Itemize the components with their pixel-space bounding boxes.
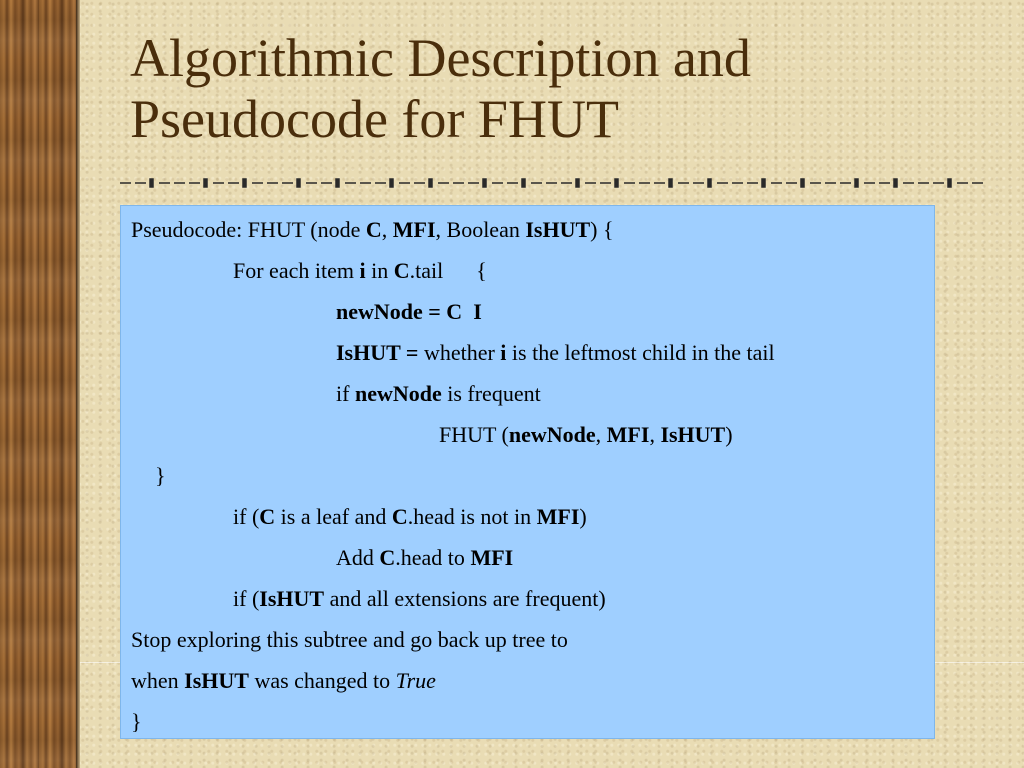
divider-tick [669,179,672,187]
code-line-5: if newNode is frequent [336,381,541,406]
divider-tick [204,179,207,187]
divider-tick [390,179,393,187]
divider-tick [801,179,804,187]
code-line-13: } [131,709,142,734]
divider-tick [762,179,765,187]
code-line-1: Pseudocode: FHUT (node C, MFI, Boolean IsHUT) { [131,217,614,242]
divider-tick [615,179,618,187]
code-line-6: FHUT (newNode, MFI, IsHUT) [439,422,733,447]
divider-tick [483,179,486,187]
divider-tick [948,179,951,187]
code-line-11: Stop exploring this subtree and go back up tree to [131,627,568,652]
code-line-10: if (IsHUT and all extensions are frequent) [233,586,606,611]
divider-tick [336,179,339,187]
title-line-1: Algorithmic Description and [130,28,751,88]
pseudocode-box [120,205,935,739]
code-line-8: if (C is a leaf and C.head is not in MFI) [233,504,587,529]
divider-tick [243,179,246,187]
wood-decoration-strip [0,0,76,768]
divider-tick [855,179,858,187]
slide-title [130,28,990,150]
code-line-7: } [155,463,166,488]
wood-strip-edge [76,0,80,768]
divider-tick [894,179,897,187]
code-line-2: For each item i in C.tail { [233,258,487,283]
divider-tick [150,179,153,187]
code-line-9: Add C.head to MFI [336,545,514,570]
dash-dot-divider [118,176,990,190]
code-line-4: IsHUT = whether i is the leftmost child in the tail [336,340,775,365]
code-line-12: when IsHUT was changed to True [131,668,436,693]
divider-tick [522,179,525,187]
divider-tick [429,179,432,187]
code-line-3: newNode = C I [336,299,482,324]
title-line-2: Pseudocode for FHUT [130,89,619,149]
divider-tick [297,179,300,187]
divider-tick [708,179,711,187]
divider-tick [576,179,579,187]
